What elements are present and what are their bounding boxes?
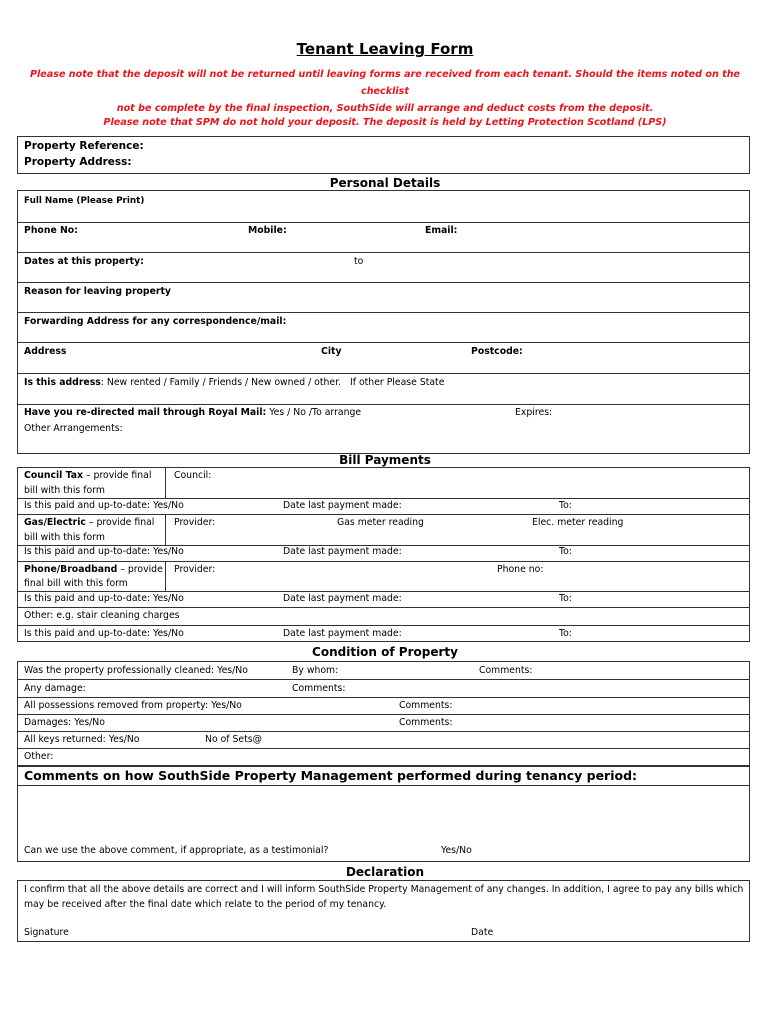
gas-date-last-field[interactable]: Date last payment made:: [283, 546, 402, 557]
cleaned-by-field[interactable]: By whom:: [292, 665, 339, 676]
phone-date-last-field[interactable]: Date last payment made:: [283, 593, 402, 604]
council-field[interactable]: Council:: [174, 470, 212, 481]
feedback-heading: Comments on how SouthSide Property Management performed during tenancy period:: [24, 768, 638, 783]
gas-to-field[interactable]: To:: [559, 546, 572, 557]
property-address-label: Property Address:: [24, 156, 132, 168]
city-field[interactable]: City: [321, 346, 342, 357]
other-to-field[interactable]: To:: [559, 628, 572, 639]
phone-broadband-note: final bill with this form: [24, 578, 128, 589]
reason-for-leaving-field[interactable]: Reason for leaving property: [24, 286, 171, 297]
phone-to-field[interactable]: To:: [559, 593, 572, 604]
phone-provider-field[interactable]: Provider:: [174, 564, 216, 575]
damage-field[interactable]: Any damage:: [24, 683, 86, 694]
condition-heading: Condition of Property: [312, 645, 458, 659]
declaration-heading: Declaration: [345, 865, 425, 879]
gas-paid-field[interactable]: Is this paid and up-to-date: Yes/No: [24, 546, 184, 557]
gas-electric-note: bill with this form: [24, 532, 105, 543]
phone-broadband-label: Phone/Broadband – provide: [24, 564, 163, 575]
address-type-question[interactable]: Is this address: New rented / Family / Friends / New owned / other.: [24, 377, 342, 388]
testimonial-question: Can we use the above comment, if appropriate, as a testimonial?: [24, 845, 329, 856]
forwarding-address-label: Forwarding Address for any correspondence/mail:: [24, 316, 287, 327]
phone-no-field[interactable]: Phone no:: [497, 564, 544, 575]
personal-details-heading: Personal Details: [329, 176, 441, 190]
dates-at-property-field[interactable]: Dates at this property:: [24, 256, 144, 267]
declaration-text-line1: I confirm that all the above details are correct and I will inform SouthSide Property Management of any changes. In addition, I agree to pay any bills which: [24, 884, 744, 895]
keys-returned-field[interactable]: All keys returned: Yes/No: [24, 734, 140, 745]
council-paid-field[interactable]: Is this paid and up-to-date: Yes/No: [24, 500, 184, 511]
key-sets-field[interactable]: No of Sets@: [205, 734, 262, 745]
possessions-comments-field[interactable]: Comments:: [399, 700, 453, 711]
damages-comments-field[interactable]: Comments:: [399, 717, 453, 728]
council-date-last-field[interactable]: Date last payment made:: [283, 500, 402, 511]
gas-provider-field[interactable]: Provider:: [174, 517, 216, 528]
signature-field[interactable]: Signature: [24, 927, 69, 938]
dates-to-label: to: [354, 256, 364, 267]
elec-meter-field[interactable]: Elec. meter reading: [532, 517, 624, 528]
lps-notice: Please note that SPM do not hold your deposit. The deposit is held by Letting Protection Scotland (LPS): [103, 117, 667, 128]
council-tax-label: Council Tax – provide final: [24, 470, 152, 481]
damage-comments-field[interactable]: Comments:: [292, 683, 346, 694]
property-reference-label: Property Reference:: [24, 140, 144, 152]
expires-field[interactable]: Expires:: [515, 407, 553, 418]
address-field[interactable]: Address: [24, 346, 67, 357]
damages-field[interactable]: Damages: Yes/No: [24, 717, 105, 728]
postcode-field[interactable]: Postcode:: [471, 346, 523, 357]
testimonial-yes-no[interactable]: Yes/No: [441, 845, 472, 856]
council-to-field[interactable]: To:: [559, 500, 572, 511]
feedback-comment-area[interactable]: [20, 789, 747, 829]
cleaned-comments-field[interactable]: Comments:: [479, 665, 533, 676]
mail-redirect-question[interactable]: Have you re-directed mail through Royal Mail: Yes / No /To arrange: [24, 407, 362, 418]
condition-other-field[interactable]: Other:: [24, 751, 54, 762]
other-paid-field[interactable]: Is this paid and up-to-date: Yes/No: [24, 628, 184, 639]
mobile-field[interactable]: Mobile:: [248, 225, 287, 236]
deposit-notice: Please note that the deposit will not be returned until leaving forms are received from each tenant. Should the items noted on the checklist not be complete by the final inspection, SouthSide will arrange and deduct costs from the deposit.: [29, 69, 741, 114]
gas-meter-field[interactable]: Gas meter reading: [337, 517, 424, 528]
other-charges-field[interactable]: Other: e.g. stair cleaning charges: [24, 610, 180, 621]
gas-electric-label: Gas/Electric – provide final: [24, 517, 155, 528]
if-other-field[interactable]: If other Please State: [350, 377, 445, 388]
possessions-field[interactable]: All possessions removed from property: Yes/No: [24, 700, 242, 711]
phone-paid-field[interactable]: Is this paid and up-to-date: Yes/No: [24, 593, 184, 604]
form-title: Tenant Leaving Form: [296, 40, 474, 58]
date-field[interactable]: Date: [471, 927, 494, 938]
council-tax-note: bill with this form: [24, 485, 105, 496]
other-arrangements-field[interactable]: Other Arrangements:: [24, 423, 123, 434]
full-name-field[interactable]: Full Name (Please Print): [24, 196, 145, 206]
declaration-text-line2: may be received after the final date which relate to the period of my tenancy.: [24, 899, 387, 910]
email-field[interactable]: Email:: [425, 225, 458, 236]
phone-field[interactable]: Phone No:: [24, 225, 78, 236]
cleaned-field[interactable]: Was the property professionally cleaned: Yes/No: [24, 665, 248, 676]
bill-payments-heading: Bill Payments: [339, 453, 431, 467]
other-date-last-field[interactable]: Date last payment made:: [283, 628, 402, 639]
